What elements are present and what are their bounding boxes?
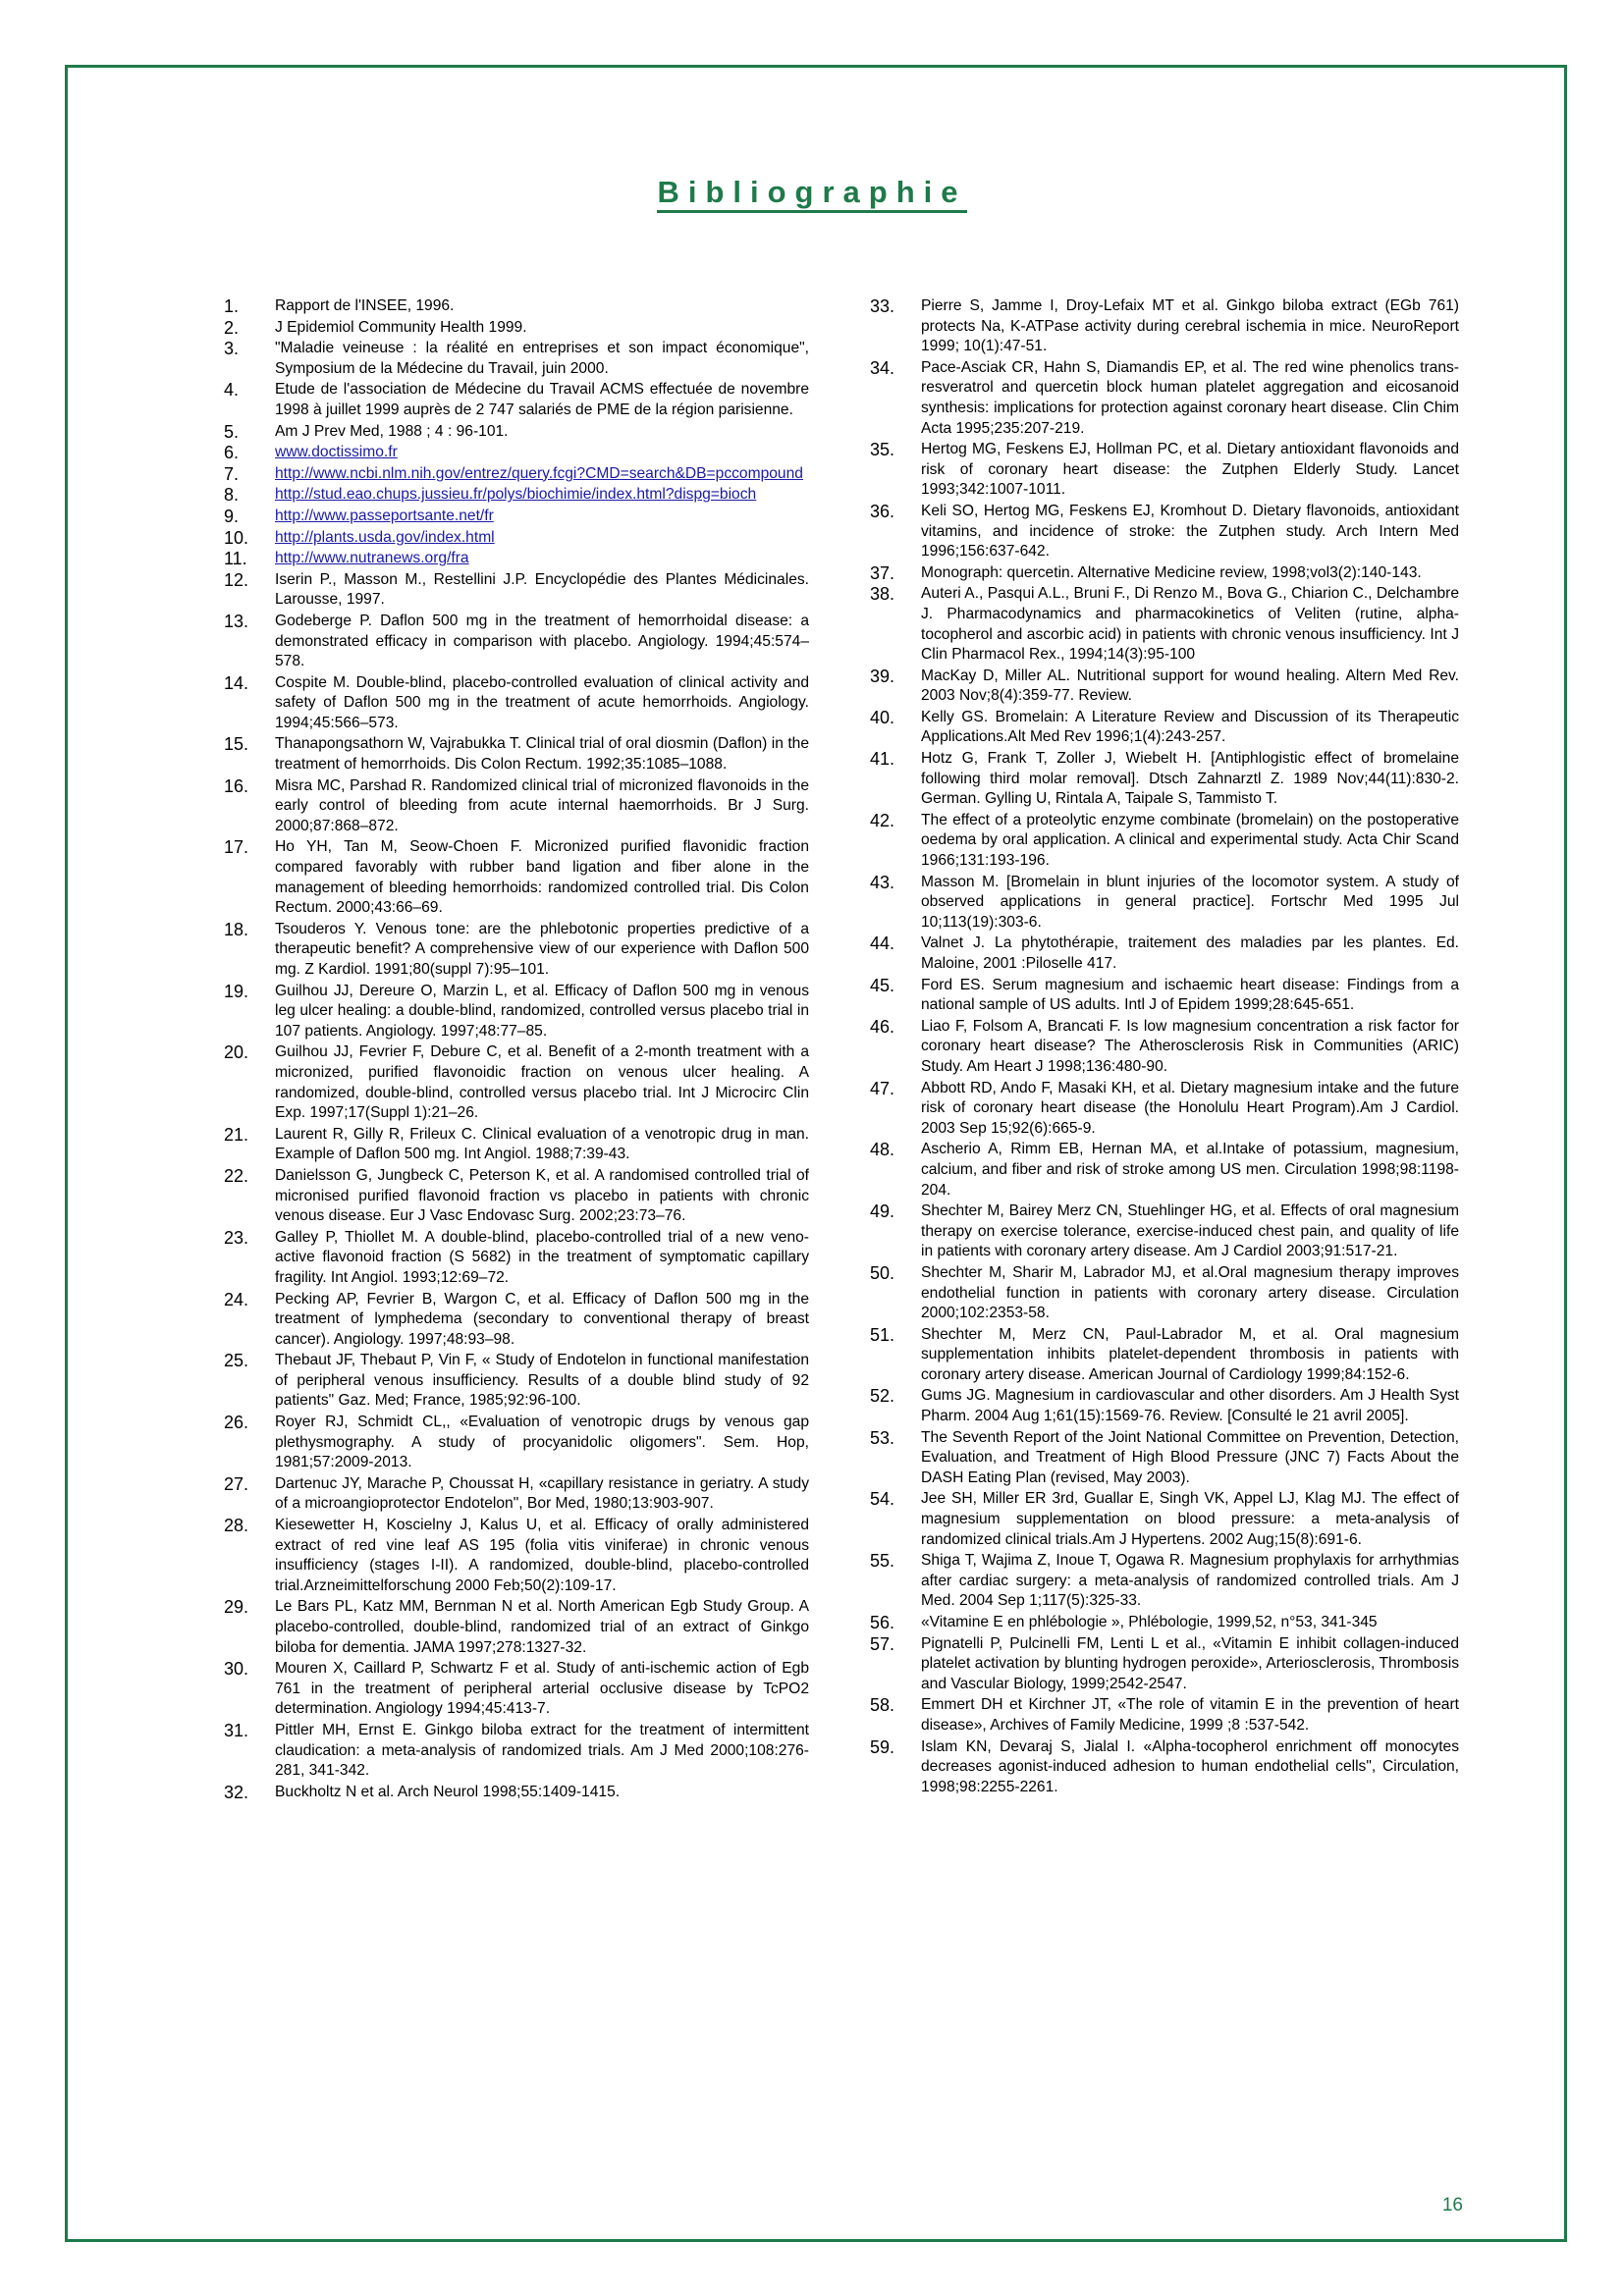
reference-number: 36.: [870, 501, 895, 521]
reference-item: [224, 734, 809, 774]
reference-text: Galley P, Thiollet M. A double-blind, placebo-controlled trial of a new veno-active flavonoid fraction (S 5682) in the treatment of symptomatic capillary fragility. Int Angiol. 1993;12:69–72.: [275, 1228, 809, 1286]
reference-text: Royer RJ, Schmidt CL,, «Evaluation of venotropic drugs by venous gap plethysmography. A study of procyanidolic oligomers". Sem. Hop, 1981;57:2009-2013.: [275, 1414, 809, 1471]
reference-number: 34.: [870, 357, 895, 378]
reference-text: Shechter M, Merz CN, Paul-Labrador M, et al. Oral magnesium supplementation inhibits platelet-dependent thrombosis in patients with coronary artery disease. American Journal of Cardiology 1999;84:152-6.: [921, 1325, 1459, 1383]
reference-number: 5.: [224, 421, 240, 442]
reference-number: 30.: [224, 1659, 249, 1680]
reference-item: [870, 1634, 1459, 1695]
reference-item: [870, 873, 1459, 934]
reference-text: Buckholtz N et al. Arch Neurol 1998;55:1409-1415.: [275, 1783, 621, 1800]
reference-item: [224, 1166, 809, 1227]
reference-item: [870, 1695, 1459, 1735]
reference-text: "Maladie veineuse : la réalité en entreprises et son impact économique", Symposium de la Médecine du Travail, juin 2000.: [275, 340, 809, 377]
reference-number: 41.: [870, 749, 895, 770]
reference-item: [870, 1140, 1459, 1201]
reference-item: [224, 549, 809, 569]
reference-number: 39.: [870, 666, 895, 686]
reference-number: 49.: [870, 1201, 895, 1222]
reference-text: J Epidemiol Community Health 1999.: [275, 318, 527, 336]
reference-number: 37.: [870, 562, 895, 583]
reference-item: [224, 673, 809, 734]
reference-item: [224, 1228, 809, 1289]
reference-text: Thebaut JF, Thebaut P, Vin F, « Study of Endotelon in functional manifestation of peripheral venous insufficiency. Results of a double blind study of 92 patients" Gaz. Med; France, 1985;92:96-100.: [275, 1352, 809, 1410]
reference-item: [224, 1413, 809, 1473]
reference-item: [870, 502, 1459, 562]
reference-item: [224, 612, 809, 672]
reference-item: [224, 507, 809, 527]
reference-number: 9.: [224, 506, 240, 526]
reference-item: [224, 1125, 809, 1165]
reference-number: 46.: [870, 1016, 895, 1037]
reference-number: 35.: [870, 440, 895, 460]
reference-text: Kiesewetter H, Koscielny J, Kalus U, et al. Efficacy of orally administered extract of red vine leaf AS 195 (folia vitis viniferae) in chronic venous insufficiency (stages I-II). A randomized, double-blind, placebo-controlled trial.Arzneimittelforschung 2000 Feb;50(2):109-17.: [275, 1517, 809, 1594]
reference-text: Keli SO, Hertog MG, Feskens EJ, Kromhout D. Dietary flavonoids, antioxidant vitamins, and incidence of stroke: the Zutphen study. Arch Intern Med 1996;156:637-642.: [921, 502, 1459, 561]
reference-text: Ho YH, Tan M, Seow-Choen F. Micronized purified flavonidic fraction compared favorably with rubber band ligation and fiber alone in the management of bleeding hemorrhoids: randomized controlled trial. Dis Colon Rectum. 2000;43:66–69.: [275, 838, 809, 917]
reference-number: 3.: [224, 339, 240, 359]
reference-number: 16.: [224, 775, 249, 796]
reference-item: [870, 667, 1459, 707]
reference-number: 26.: [224, 1413, 249, 1433]
reference-item: [870, 749, 1459, 810]
reference-text: Danielsson G, Jungbeck C, Peterson K, et al. A randomised controlled trial of micronised purified flavonoid fraction vs placebo in patients with chronic venous disease. Eur J Vasc Endovasc Surg. 2002;23:73–76.: [275, 1166, 809, 1225]
reference-item: [224, 1721, 809, 1782]
reference-text: Rapport de l'INSEE, 1996.: [275, 297, 455, 314]
reference-number: 4.: [224, 380, 240, 400]
page-title: Bibliographie: [0, 175, 1624, 210]
reference-item: [870, 1017, 1459, 1078]
reference-item: [870, 1386, 1459, 1426]
reference-text: Shechter M, Sharir M, Labrador MJ, et al.Oral magnesium therapy improves endothelial function in patients with coronary artery disease. Circulation 2000;102:2353-58.: [921, 1263, 1459, 1322]
reference-text: Le Bars PL, Katz MM, Bernman N et al. North American Egb Study Group. A placebo-controlled, double-blind, randomized trial of an extract of Ginkgo biloba for dementia. JAMA 1997;278:1327-32.: [275, 1598, 809, 1656]
reference-text: Misra MC, Parshad R. Randomized clinical trial of micronized flavonoids in the early control of bleeding from acute internal haemorrhoids. Br J Surg. 2000;87:868–872.: [275, 776, 809, 834]
reference-number: 44.: [870, 934, 895, 954]
reference-text: Cospite M. Double-blind, placebo-controlled evaluation of clinical activity and safety of Daflon 500 mg in the treatment of acute hemorrhoids. Angiology. 1994;45:566–573.: [275, 673, 809, 731]
reference-item: [870, 1489, 1459, 1550]
reference-number: 10.: [224, 527, 249, 548]
reference-text: Pignatelli P, Pulcinelli FM, Lenti L et al., «Vitamin E inhibit collagen-induced platelet activation by blunting hydrogen peroxide», Arteriosclerosis, Thrombosis and Vascular Biology, 1999;2542-2547.: [921, 1634, 1459, 1692]
reference-text: Godeberge P. Daflon 500 mg in the treatment of hemorrhoidal disease: a demonstrated efficacy in comparison with placebo. Angiology. 1994;45:574–578.: [275, 612, 809, 670]
reference-number: 38.: [870, 584, 895, 605]
reference-link[interactable]: http://plants.usda.gov/index.html: [275, 528, 495, 546]
reference-number: 13.: [224, 611, 249, 631]
reference-text: Gums JG. Magnesium in cardiovascular and other disorders. Am J Health Syst Pharm. 2004 Aug 1;61(15):1569-76. Review. [Consulté le 21 avril 2005].: [921, 1387, 1459, 1425]
reference-text: Valnet J. La phytothérapie, traitement des maladies par les plantes. Ed. Maloine, 2001 :Piloselle 417.: [921, 934, 1459, 972]
reference-text: Liao F, Folsom A, Brancati F. Is low magnesium concentration a risk factor for coronary heart disease? The Atherosclerosis Risk in Communities (ARIC) Study. Am Heart J 1998;136:480-90.: [921, 1017, 1459, 1075]
reference-item: [870, 1613, 1459, 1633]
reference-item: [224, 570, 809, 611]
reference-item: [870, 1428, 1459, 1489]
reference-text: The effect of a proteolytic enzyme combinate (bromelain) on the postoperative oedema by oral application. A clinical and experimental study. Acta Chir Scand 1966;131:193-196.: [921, 811, 1459, 870]
reference-number: 42.: [870, 810, 895, 830]
page-number: 16: [1441, 2195, 1463, 2216]
reference-number: 53.: [870, 1427, 895, 1448]
reference-text: Kelly GS. Bromelain: A Literature Review and Discussion of its Therapeutic Applications.Alt Med Rev 1996;1(4):243-257.: [921, 708, 1459, 746]
reference-number: 40.: [870, 707, 895, 727]
reference-number: 12.: [224, 569, 249, 590]
reference-text: Pittler MH, Ernst E. Ginkgo biloba extract for the treatment of intermittent claudication: a meta-analysis of randomized trials. Am J Med 2000;108:276-281, 341-342.: [275, 1721, 809, 1780]
reference-number: 45.: [870, 975, 895, 995]
reference-text: Guilhou JJ, Dereure O, Marzin L, et al. Efficacy of Daflon 500 mg in venous leg ulcer healing: a double-blind, randomized, controlled versus placebo trial in 107 patients. Angiology. 1997;48:77–85.: [275, 982, 809, 1040]
reference-text: Pierre S, Jamme I, Droy-Lefaix MT et al. Ginkgo biloba extract (EGb 761) protects Na, K-ATPase activity during cerebral ischemia in mice. NeuroReport 1999; 10(1):47-51.: [921, 297, 1459, 355]
reference-item: [224, 318, 809, 339]
reference-number: 54.: [870, 1489, 895, 1510]
reference-item: [870, 708, 1459, 748]
reference-text: Tsouderos Y. Venous tone: are the phlebotonic properties predictive of a therapeutic benefit? A comprehensive view of our experience with Daflon 500 mg. Z Kardiol. 1991;80(suppl 7):95–101.: [275, 920, 809, 978]
reference-number: 27.: [224, 1473, 249, 1494]
reference-item: [870, 1079, 1459, 1140]
reference-text: Abbott RD, Ando F, Masaki KH, et al. Dietary magnesium intake and the future risk of coronary heart disease (the Honolulu Heart Program).Am J Cardiol. 2003 Sep 15;92(6):665-9.: [921, 1079, 1459, 1137]
reference-text: Shechter M, Bairey Merz CN, Stuehlinger HG, et al. Effects of oral magnesium therapy on exercise tolerance, exercise-induced chest pain, and quality of life in patients with coronary artery disease. Am J Cardiol 2003;91:517-21.: [921, 1202, 1459, 1260]
reference-text: Dartenuc JY, Marache P, Choussat H, «capillary resistance in geriatry. A study of a microangioprotector Endotelon", Bor Med, 1980;13:903-907.: [275, 1474, 809, 1513]
reference-item: [870, 296, 1459, 357]
reference-item: [224, 837, 809, 918]
reference-number: 14.: [224, 672, 249, 693]
reference-number: 56.: [870, 1613, 895, 1632]
reference-number: 22.: [224, 1165, 249, 1186]
reference-item: [224, 443, 809, 463]
reference-number: 28.: [224, 1516, 249, 1536]
reference-text: Islam KN, Devaraj S, Jialal I. «Alpha-tocopherol enrichment off monocytes decreases agonist-induced adhesion to human endothelial cells", Circulation, 1998;98:2255-2261.: [921, 1737, 1459, 1795]
reference-link[interactable]: http://www.passeportsante.net/fr: [275, 507, 494, 524]
reference-text: Thanapongsathorn W, Vajrabukka T. Clinical trial of oral diosmin (Daflon) in the treatment of hemorrhoids. Dis Colon Rectum. 1992;35:1085–1088.: [275, 735, 809, 774]
reference-text: Masson M. [Bromelain in blunt injuries of the locomotor system. A study of observed applications in general practice]. Fortschr Med 1995 Jul 10;113(19):303-6.: [921, 873, 1459, 931]
references-right-column: [870, 296, 1459, 1798]
reference-item: [870, 1737, 1459, 1798]
reference-item: [870, 563, 1459, 584]
reference-number: 57.: [870, 1633, 895, 1654]
reference-number: 55.: [870, 1551, 895, 1572]
reference-number: 18.: [224, 919, 249, 939]
reference-item: [224, 339, 809, 379]
reference-item: [870, 1201, 1459, 1262]
reference-item: [224, 1474, 809, 1515]
reference-number: 50.: [870, 1262, 895, 1283]
reference-text: Monograph: quercetin. Alternative Medicine review, 1998;vol3(2):140-143.: [921, 563, 1422, 581]
reference-item: [224, 1290, 809, 1351]
reference-item: [224, 422, 809, 443]
reference-item: [870, 1551, 1459, 1612]
reference-text: Iserin P., Masson M., Restellini J.P. Encyclopédie des Plantes Médicinales. Larousse, 1997.: [275, 570, 809, 609]
reference-item: [870, 1263, 1459, 1324]
reference-item: [224, 1597, 809, 1658]
reference-text: Emmert DH et Kirchner JT, «The role of vitamin E in the prevention of heart disease», Archives of Family Medicine, 1999 ;8 :537-542.: [921, 1696, 1459, 1734]
reference-number: 23.: [224, 1227, 249, 1248]
reference-number: 24.: [224, 1289, 249, 1309]
reference-item: [224, 776, 809, 837]
reference-number: 32.: [224, 1782, 249, 1802]
reference-item: [224, 485, 809, 506]
reference-text: Guilhou JJ, Fevrier F, Debure C, et al. Benefit of a 2-month treatment with a micronized, purified flavonoidic fraction on venous ulcer healing. A randomized, double-blind, controlled versus placebo trial. Int J Microcirc Clin Exp. 1997;17(Suppl 1):21–26.: [275, 1043, 809, 1122]
reference-number: 31.: [224, 1720, 249, 1740]
reference-text: Hotz G, Frank T, Zoller J, Wiebelt H. [Antiphlogistic effect of bromelaine following third molar removal]. Dtsch Zahnarztl Z. 1989 Nov;44(11):830-2. German. Gylling U, Rintala A, Taipale S, Tammisto T.: [921, 750, 1459, 808]
reference-item: [224, 1351, 809, 1412]
reference-number: 6.: [224, 443, 240, 463]
reference-number: 29.: [224, 1597, 249, 1618]
reference-number: 19.: [224, 981, 249, 1001]
reference-number: 25.: [224, 1351, 249, 1371]
reference-text: Mouren X, Caillard P, Schwartz F et al. Study of anti-ischemic action of Egb 761 in the treatment of peripheral arterial occlusive disease by TcPO2 determination. Angiology 1994;45:413-7.: [275, 1660, 809, 1718]
reference-number: 48.: [870, 1140, 895, 1160]
reference-item: [224, 920, 809, 981]
reference-text: Pecking AP, Fevrier B, Wargon C, et al. Efficacy of Daflon 500 mg in the treatment of lymphedema (secondary to conventional therapy of breast cancer). Angiology. 1997;48:93–98.: [275, 1290, 809, 1348]
reference-item: [870, 440, 1459, 501]
reference-item: [224, 1042, 809, 1123]
reference-link[interactable]: http://stud.eao.chups.jussieu.fr/polys/biochimie/index.html?dispg=bioch: [275, 486, 757, 504]
reference-text: Pace-Asciak CR, Hahn S, Diamandis EP, et al. The red wine phenolics trans-resveratrol and quercetin block human platelet aggregation and eicosanoid synthesis: implications for protection against coronary heart disease. Clin Chim Acta 1995;235:207-219.: [921, 358, 1459, 437]
reference-number: 47.: [870, 1078, 895, 1098]
reference-number: 20.: [224, 1042, 249, 1063]
reference-text: «Vitamine E en phlébologie », Phlébologie, 1999,52, n°53, 341-345: [921, 1614, 1378, 1630]
reference-item: [224, 982, 809, 1042]
reference-text: Hertog MG, Feskens EJ, Hollman PC, et al. Dietary antioxidant flavonoids and risk of coronary heart disease: the Zutphen Elderly Study. Lancet 1993;342:1007-1011.: [921, 441, 1459, 499]
reference-item: [870, 1325, 1459, 1386]
reference-item: [224, 1783, 809, 1803]
reference-text: Ford ES. Serum magnesium and ischaemic heart disease: Findings from a national sample of US adults. Intl J of Epidem 1999;28:645-651.: [921, 976, 1459, 1014]
reference-item: [224, 1516, 809, 1596]
reference-link[interactable]: www.doctissimo.fr: [275, 444, 398, 461]
reference-number: 15.: [224, 734, 249, 755]
references-left-column: [224, 296, 809, 1803]
reference-text: Shiga T, Wajima Z, Inoue T, Ogawa R. Magnesium prophylaxis for arrhythmias after cardiac surgery: a meta-analysis of randomized controlled trials. Am J Med. 2004 Sep 1;117(5):325-33.: [921, 1552, 1459, 1610]
reference-number: 43.: [870, 872, 895, 892]
reference-item: [224, 296, 809, 317]
reference-item: [870, 976, 1459, 1016]
reference-number: 51.: [870, 1324, 895, 1345]
reference-text: Ascherio A, Rimm EB, Hernan MA, et al.Intake of potassium, magnesium, calcium, and fiber and risk of stroke among US men. Circulation 1998;98:1198-204.: [921, 1141, 1459, 1199]
reference-item: [224, 528, 809, 549]
reference-number: 33.: [870, 296, 895, 316]
reference-text: The Seventh Report of the Joint National Committee on Prevention, Detection, Evaluation, and Treatment of High Blood Pressure (JNC 7) Facts About the DASH Eating Plan (revised, May 2003).: [921, 1428, 1459, 1486]
reference-item: [224, 1659, 809, 1720]
reference-text: Auteri A., Pasqui A.L., Bruni F., Di Renzo M., Bova G., Chiarion C., Delchambre J. Pharmacodynamics and pharmacokinetics of Veliten (rutine, alpha-tocopherol and ascorbic acid) in patients with chronic venous insufficiency. Int J Clin Pharmacol Rex., 1994;14(3):95-100: [921, 585, 1459, 664]
reference-text: Laurent R, Gilly R, Frileux C. Clinical evaluation of a venotropic drug in man. Example of Daflon 500 mg. Int Angiol. 1988;7:39-43.: [275, 1125, 809, 1163]
reference-number: 17.: [224, 837, 249, 858]
reference-number: 21.: [224, 1124, 249, 1145]
reference-item: [870, 934, 1459, 974]
reference-item: [870, 811, 1459, 872]
reference-item: [870, 584, 1459, 665]
reference-number: 58.: [870, 1695, 895, 1716]
reference-text: Etude de l'association de Médecine du Travail ACMS effectuée de novembre 1998 à juillet 1999 auprès de 2 747 salariés de PME de la région parisienne.: [275, 381, 809, 418]
reference-text: Jee SH, Miller ER 3rd, Guallar E, Singh VK, Appel LJ, Klag MJ. The effect of magnesium supplementation on blood pressure: a meta-analysis of randomized clinical trials.Am J Hypertens. 2002 Aug;15(8):691-6.: [921, 1490, 1459, 1548]
reference-number: 1.: [224, 296, 240, 316]
reference-number: 52.: [870, 1386, 895, 1407]
reference-number: 11.: [224, 549, 247, 569]
reference-item: [870, 358, 1459, 439]
reference-number: 2.: [224, 317, 240, 338]
reference-link[interactable]: http://www.ncbi.nlm.nih.gov/entrez/query.fcgi?CMD=search&DB=pccompound: [275, 464, 803, 482]
reference-text: MacKay D, Miller AL. Nutritional support for wound healing. Altern Med Rev. 2003 Nov;8(4):359-77. Review.: [921, 667, 1459, 705]
reference-number: 7.: [224, 463, 240, 484]
reference-text: Am J Prev Med, 1988 ; 4 : 96-101.: [275, 422, 509, 440]
reference-item: [224, 464, 809, 485]
reference-number: 59.: [870, 1736, 895, 1757]
reference-item: [224, 380, 809, 420]
reference-number: 8.: [224, 485, 240, 506]
reference-link[interactable]: http://www.nutranews.org/fra: [275, 550, 469, 567]
